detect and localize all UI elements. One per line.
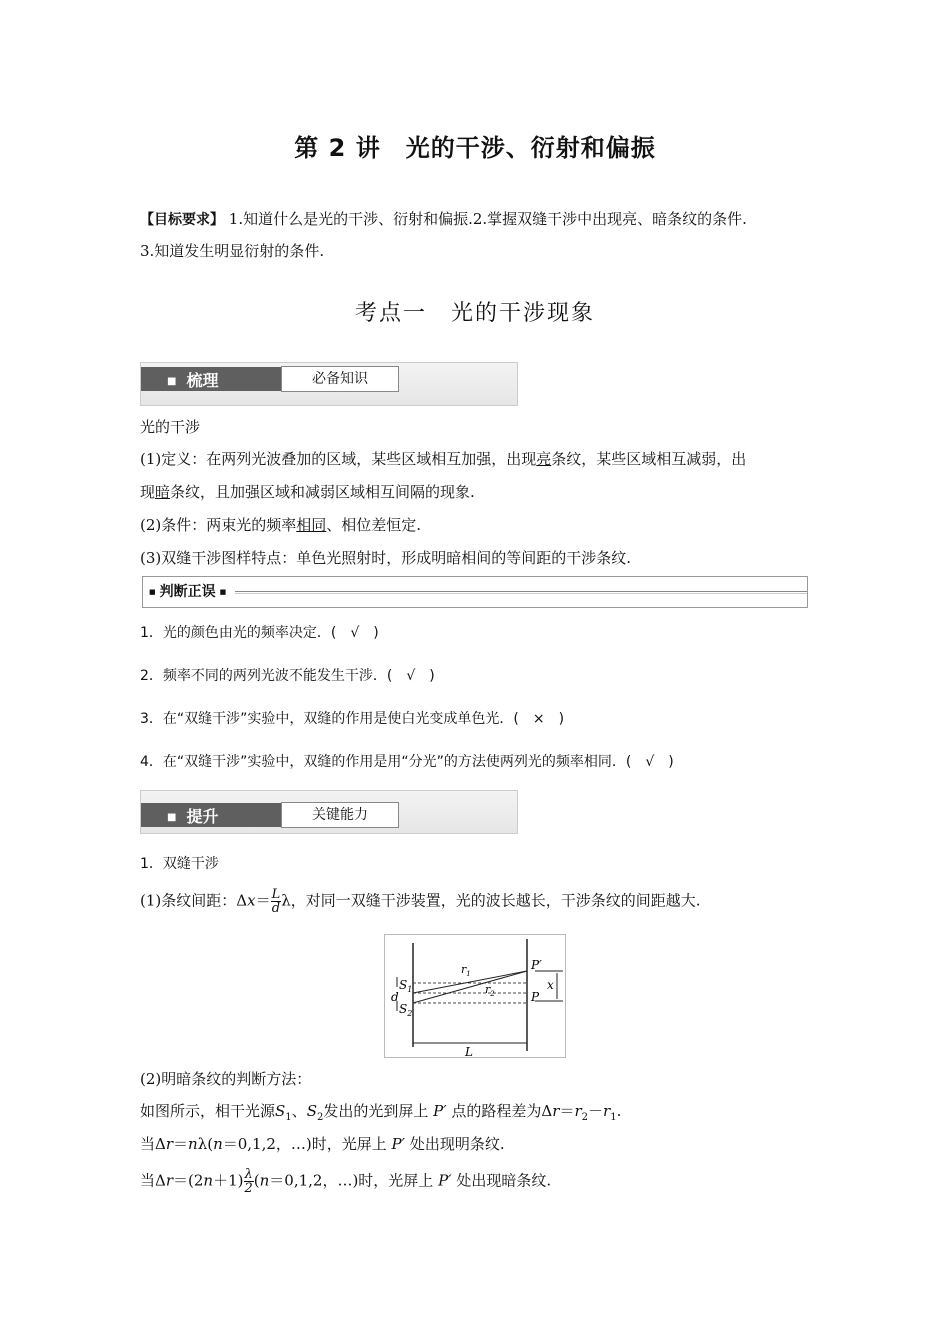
bright-text-b: ( [207,1135,214,1153]
judge-item-4: 4．在“双缝干涉”实验中，双缝的作用是用“分光”的方法使两列光的频率相同．( √ ) [140,754,674,770]
dark-text-a: 当Δ [140,1171,166,1190]
banner-review-label: ■ 梳理 [167,368,218,391]
concept-condition [140,514,421,536]
banner-ability-tab: 关键能力 [281,802,399,828]
objective-line1 [140,208,747,231]
objective-label: 【目标要求】 [140,212,224,228]
path-difference: 如图所示，相干光源$S_1$、$S_2$发出的光到屏上 P′ 点的路程差为$\Delta r=r_2-r_1$. [140,1102,622,1123]
spacing-fraction [271,888,282,915]
concept-heading: 光的干涉 [140,418,201,436]
path-text-b: 发出的光到屏上 [323,1102,429,1120]
path-text-c: 点的路程差为 [451,1102,542,1120]
dark-condition: 当Δr＝(2n＋1) $\frac{\lambda}{2}$ (n＝0,1,2，…)时，光屏上 P′ 处出现暗条纹. [140,1167,552,1196]
label-x: x [547,978,554,992]
ability-heading: 1．双缝干涉 [140,856,219,872]
judge-item-2: 2．频率不同的两列光波不能发生干涉．( √ ) [140,668,435,684]
def-text-d: 现 [140,483,156,501]
double-slit-diagram [385,935,565,1057]
dark-text-f: 处出现暗条纹. [456,1171,552,1190]
objective-text2: 3.知道发生明显衍射的条件. [140,242,325,260]
dark-fraction-num: λ [244,1167,253,1182]
label-s1: $S_1$ [399,978,413,994]
cond-text-a: (2)条件：两束光的频率 [140,516,297,534]
dark-fraction-den: 2 [244,1181,253,1196]
banner-review-tab: 必备知识 [281,366,399,392]
bright-text-c: ＝0,1,2，…)时，光屏上 [222,1135,387,1153]
label-d: d [391,990,399,1004]
dark-text-b: ＝(2 [173,1171,204,1190]
dark-text-c: ＋1) [213,1171,244,1190]
judge-banner [142,576,808,608]
spacing-text-a: (1)条纹间距：Δ [140,891,248,910]
banner-review [140,362,518,406]
dark-fraction [244,1168,254,1195]
page-title: 第 2 讲 光的干涉、衍射和偏振 [294,134,656,162]
spacing-eq: ＝ [255,891,271,910]
dark-text-e: ＝0,1,2，…)时，光屏上 [269,1171,434,1190]
label-p: P [531,990,540,1004]
section-heading: 考点一 光的干涉现象 [354,301,595,326]
judge-item-1: 1．光的颜色由光的频率决定．( √ ) [140,625,379,641]
objective-text1: 1.知道什么是光的干涉、衍射和偏振.2.掌握双缝干涉中出现亮、暗条纹的条件. [228,210,747,228]
def-text-a: (1)定义：在两列光波叠加的区域，某些区域相互加强，出现 [140,450,537,468]
bright-condition: 当Δr＝nλ(n＝0,1,2，…)时，光屏上 P′ 处出现明条纹. [140,1135,505,1153]
label-r1: $r_1$ [461,963,471,978]
spacing-x: x [247,891,256,910]
method-heading: (2)明暗条纹的判断方法： [140,1070,312,1088]
dark-text-d: ( [253,1171,260,1190]
def-answer-dark: 暗 [155,483,171,501]
fringe-spacing [140,888,701,915]
path-text-a: 如图所示，相干光源 [140,1102,276,1120]
banner-ability [140,790,518,834]
fraction-den: d [271,901,281,916]
bright-text-d: 处出现明条纹. [409,1135,505,1153]
concept-pattern: (3)双缝干涉图样特点：单色光照射时，形成明暗相间的等间距的干涉条纹. [140,549,632,567]
spacing-text-b: λ，对同一双缝干涉装置，光的波长越长，干涉条纹的间距越大. [281,891,701,910]
cond-text-c: 、相位差恒定. [326,516,422,534]
cond-answer: 相同 [296,516,327,534]
label-l: L [465,1045,473,1057]
label-r2: $r_2$ [485,983,495,998]
banner-ability-label: ■ 提升 [167,804,218,827]
label-s2: $S_2$ [399,1002,413,1018]
double-slit-figure [384,934,566,1058]
concept-definition [140,448,746,470]
concept-definition-cont [140,481,475,503]
def-answer-bright: 亮 [536,450,552,468]
def-text-f: 条纹，且加强区域和减弱区域相互间隔的现象. [170,483,475,501]
label-p-prime: P′ [531,958,542,972]
bright-text-a: 当Δ [140,1135,166,1153]
judge-item-3: 3．在“双缝干涉”实验中，双缝的作用是使白光变成单色光．( × ) [140,711,565,727]
fraction-num: L [271,887,281,902]
judge-label: ■ 判断正误 ■ [149,581,226,601]
def-text-c: 条纹，某些区域相互减弱，出 [551,450,747,468]
